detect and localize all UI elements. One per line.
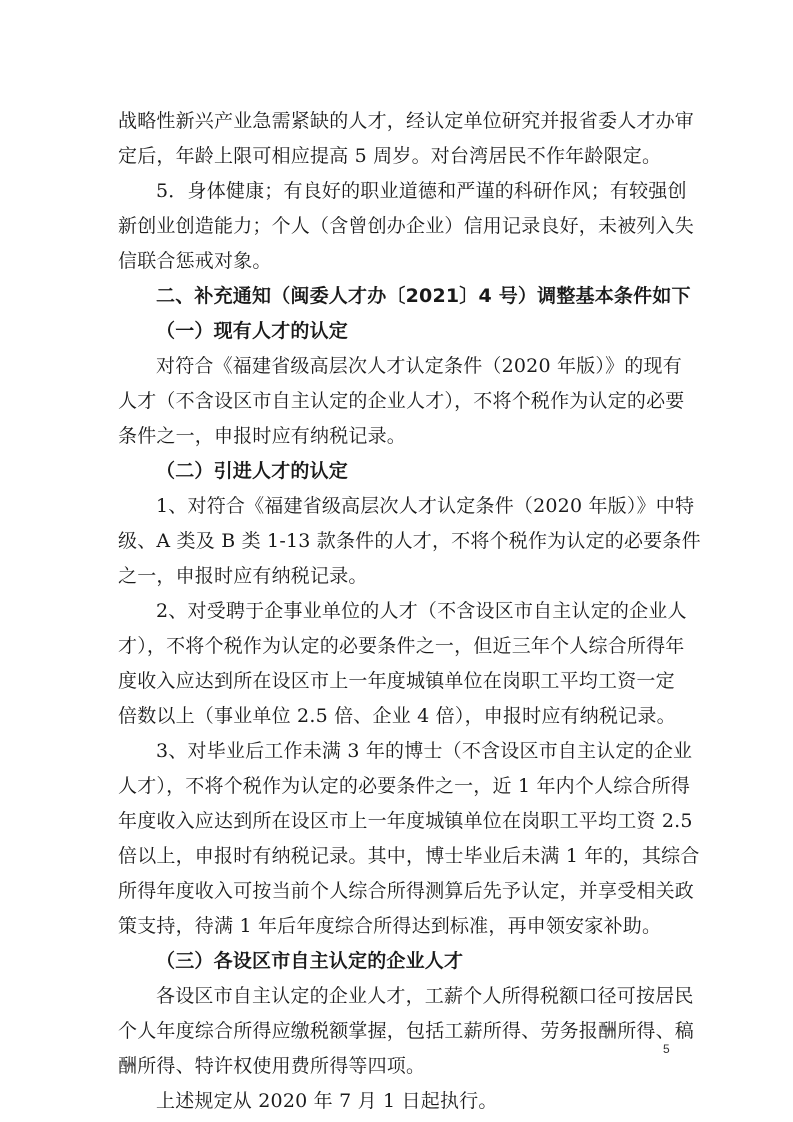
paragraph-line: 倍以上，申报时有纳税记录。其中，博士毕业后未满 1 年的，其综合 — [118, 845, 700, 867]
paragraph-line: 新创业创造能力；个人（含曾创办企业）信用记录良好，未被列入失 — [118, 215, 695, 237]
section-heading: （二）引进人才的认定 — [156, 460, 349, 482]
paragraph-line: 3、对毕业后工作未满 3 年的博士（不含设区市自主认定的企业 — [156, 740, 693, 762]
paragraph-line: 年度收入应达到所在设区市上一年度城镇单位在岗职工平均工资 2.5 — [118, 810, 693, 832]
paragraph-line: 策支持，待满 1 年后年度综合所得达到标准，再申领安家补助。 — [118, 915, 662, 937]
paragraph-line: 人才（不含设区市自主认定的企业人才），不将个税作为认定的必要 — [118, 390, 685, 412]
paragraph-line: 对符合《福建省级高层次人才认定条件（2020 年版）》的现有 — [156, 355, 682, 377]
paragraph-line: 度收入应达到所在设区市上一年度城镇单位在岗职工平均工资一定 — [118, 670, 675, 692]
section-heading: （一）现有人才的认定 — [156, 320, 349, 342]
paragraph-line: 战略性新兴产业急需紧缺的人才，经认定单位研究并报省委人才办审 — [118, 110, 695, 132]
paragraph-line: 1、对符合《福建省级高层次人才认定条件（2020 年版）》中特 — [156, 495, 695, 517]
paragraph-line: 个人年度综合所得应缴税额掌握，包括工薪所得、劳务报酬所得、稿 — [118, 1020, 695, 1042]
section-heading: 二、补充通知（闽委人才办〔2021〕4 号）调整基本条件如下 — [156, 285, 691, 307]
paragraph-line: 5．身体健康；有良好的职业道德和严谨的科研作风；有较强创 — [156, 180, 687, 202]
paragraph-line: 倍数以上（事业单位 2.5 倍、企业 4 倍），申报时应有纳税记录。 — [118, 705, 676, 727]
document-body — [118, 104, 701, 1119]
section-heading: （三）各设区市自主认定的企业人才 — [156, 950, 464, 972]
paragraph-line: 之一，申报时应有纳税记录。 — [118, 565, 368, 587]
paragraph-line: 才），不将个税作为认定的必要条件之一，但近三年个人综合所得年 — [118, 635, 685, 657]
page-number: 5 — [663, 1042, 670, 1056]
paragraph-line: 酬所得、特许权使用费所得等四项。 — [118, 1055, 426, 1077]
paragraph-line: 条件之一，申报时应有纳税记录。 — [118, 425, 407, 447]
paragraph-line: 各设区市自主认定的企业人才，工薪个人所得税额口径可按居民 — [156, 985, 694, 1007]
paragraph-line: 信联合惩戒对象。 — [118, 250, 272, 272]
paragraph-line: 2、对受聘于企事业单位的人才（不含设区市自主认定的企业人 — [156, 600, 687, 622]
paragraph-line: 人才），不将个税作为认定的必要条件之一，近 1 年内个人综合所得 — [118, 775, 691, 797]
paragraph-line: 上述规定从 2020 年 7 月 1 日起执行。 — [156, 1090, 498, 1112]
paragraph-line: 级、A 类及 B 类 1-13 款条件的人才，不将个税作为认定的必要条件 — [118, 530, 701, 552]
paragraph-line: 所得年度收入可按当前个人综合所得测算后先予认定，并享受相关政 — [118, 880, 695, 902]
paragraph-line: 定后，年龄上限可相应提高 5 周岁。对台湾居民不作年龄限定。 — [118, 145, 662, 167]
